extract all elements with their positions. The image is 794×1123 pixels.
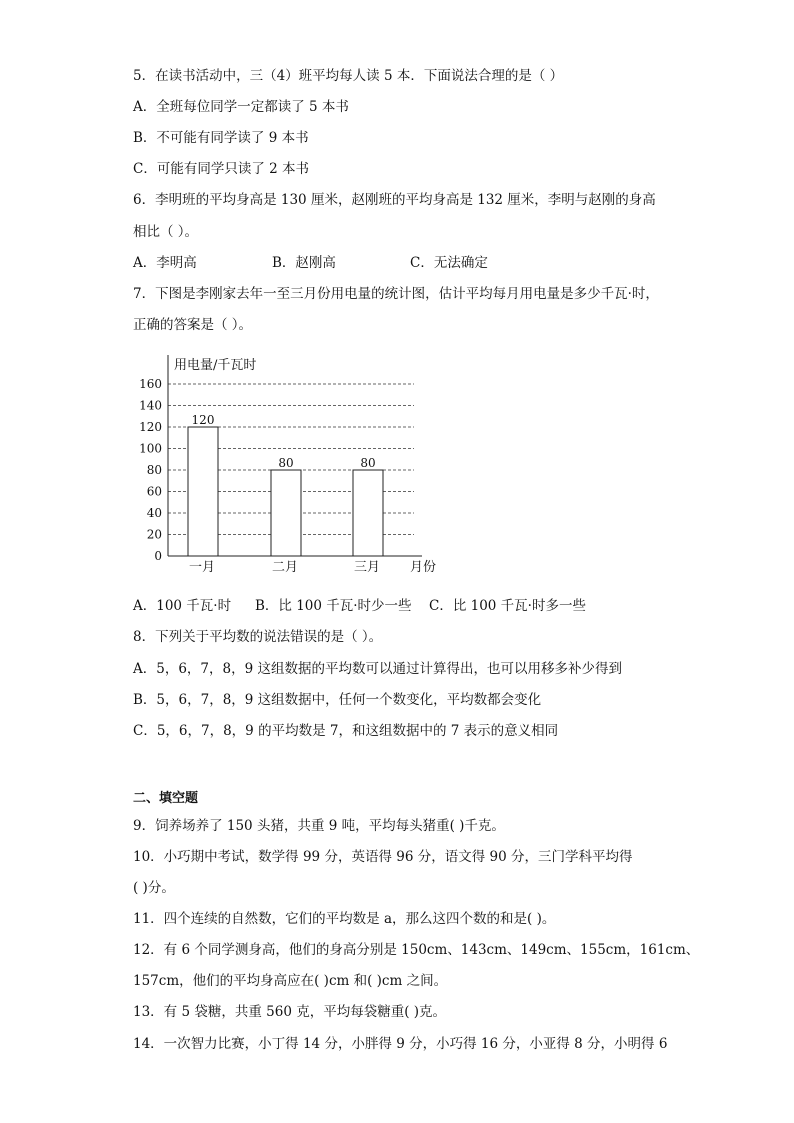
q5-option-b: B．不可能有同学读了 9 本书 — [133, 130, 309, 146]
y-tick-label: 60 — [146, 484, 162, 499]
y-tick-label: 100 — [139, 441, 162, 456]
y-tick-label: 160 — [139, 377, 162, 391]
q10-line2: ( )分。 — [133, 880, 175, 896]
q7-option-b: B．比 100 千瓦·时少一些 — [255, 598, 412, 614]
q5-option-a: A．全班每位同学一定都读了 5 本书 — [133, 99, 349, 115]
q5-stem: 5．在读书活动中，三（4）班平均每人读 5 本．下面说法合理的是（ ） — [133, 68, 564, 84]
q9: 9．饲养场养了 150 头猪，共重 9 吨，平均每头猪重( )千克。 — [133, 818, 505, 834]
bar-data-label: 120 — [191, 413, 215, 427]
q7-option-c: C．比 100 千瓦·时多一些 — [429, 598, 586, 614]
q12-line2: 157cm，他们的平均身高应在( )cm 和( )cm 之间。 — [133, 973, 448, 989]
x-axis-title: 月份 — [410, 560, 437, 575]
y-tick-label: 140 — [139, 398, 162, 413]
q6-option-a: A．李明高 — [133, 255, 197, 271]
q7-option-a: A．100 千瓦·时 — [133, 598, 232, 614]
x-category-label: 三月 — [353, 560, 381, 575]
q8-option-c: C．5，6，7，8，9 的平均数是 7，和这组数据中的 7 表示的意义相同 — [133, 723, 559, 739]
bar-data-label: 80 — [278, 456, 294, 470]
q7-stem-line2: 正确的答案是（ ）。 — [133, 317, 253, 333]
x-category-label: 二月 — [271, 560, 299, 575]
q6-stem-line1: 6．李明班的平均身高是 130 厘米，赵刚班的平均身高是 132 厘米，李明与赵刚的身高 — [133, 192, 656, 208]
q10-line1: 10．小巧期中考试，数学得 99 分，英语得 96 分，语文得 90 分，三门学科平均得 — [133, 849, 633, 865]
bar — [188, 427, 218, 556]
q6-option-b: B．赵刚高 — [272, 255, 336, 271]
q14: 14．一次智力比赛，小丁得 14 分，小胖得 9 分，小巧得 16 分，小亚得 8 分，小明得 6 — [133, 1036, 668, 1052]
q7-stem-line1: 7．下图是李刚家去年一至三月份用电量的统计图，估计平均每月用电量是多少千瓦·时， — [133, 286, 659, 302]
q5-option-c: C．可能有同学只读了 2 本书 — [133, 161, 310, 177]
y-tick-label: 40 — [146, 506, 162, 520]
q8-option-a: A．5，6，7，8，9 这组数据的平均数可以通过计算得出，也可以用移多补少得到 — [133, 661, 622, 677]
bar — [353, 470, 383, 556]
q6-stem-line2: 相比（ ）。 — [133, 224, 199, 240]
y-tick-label: 120 — [139, 420, 162, 434]
x-category-label: 一月 — [188, 560, 216, 575]
q8-stem: 8．下列关于平均数的说法错误的是（ ）。 — [133, 629, 383, 645]
q13: 13．有 5 袋糖，共重 560 克，平均每袋糖重( )克。 — [133, 1004, 447, 1020]
chart-bars — [188, 427, 383, 556]
section-fill-in-title: 二、填空题 — [133, 791, 199, 806]
q8-option-b: B．5，6，7，8，9 这组数据中，任何一个数变化，平均数都会变化 — [133, 692, 542, 708]
y-tick-label: 0 — [154, 549, 162, 563]
q12-line1: 12．有 6 个同学测身高，他们的身高分别是 150cm、143cm、149cm、155cm，161cm、 — [133, 942, 700, 958]
q6-option-c: C．无法确定 — [410, 255, 488, 271]
electricity-bar-chart — [130, 345, 450, 585]
chart-labels — [139, 377, 380, 575]
y-tick-label: 80 — [146, 463, 162, 477]
y-axis-title: 用电量/千瓦时 — [174, 358, 257, 373]
y-tick-label: 20 — [146, 527, 162, 542]
bar-data-label: 80 — [360, 456, 376, 470]
bar — [271, 470, 301, 556]
q11: 11．四个连续的自然数，它们的平均数是 a，那么这四个数的和是( )。 — [133, 911, 556, 927]
